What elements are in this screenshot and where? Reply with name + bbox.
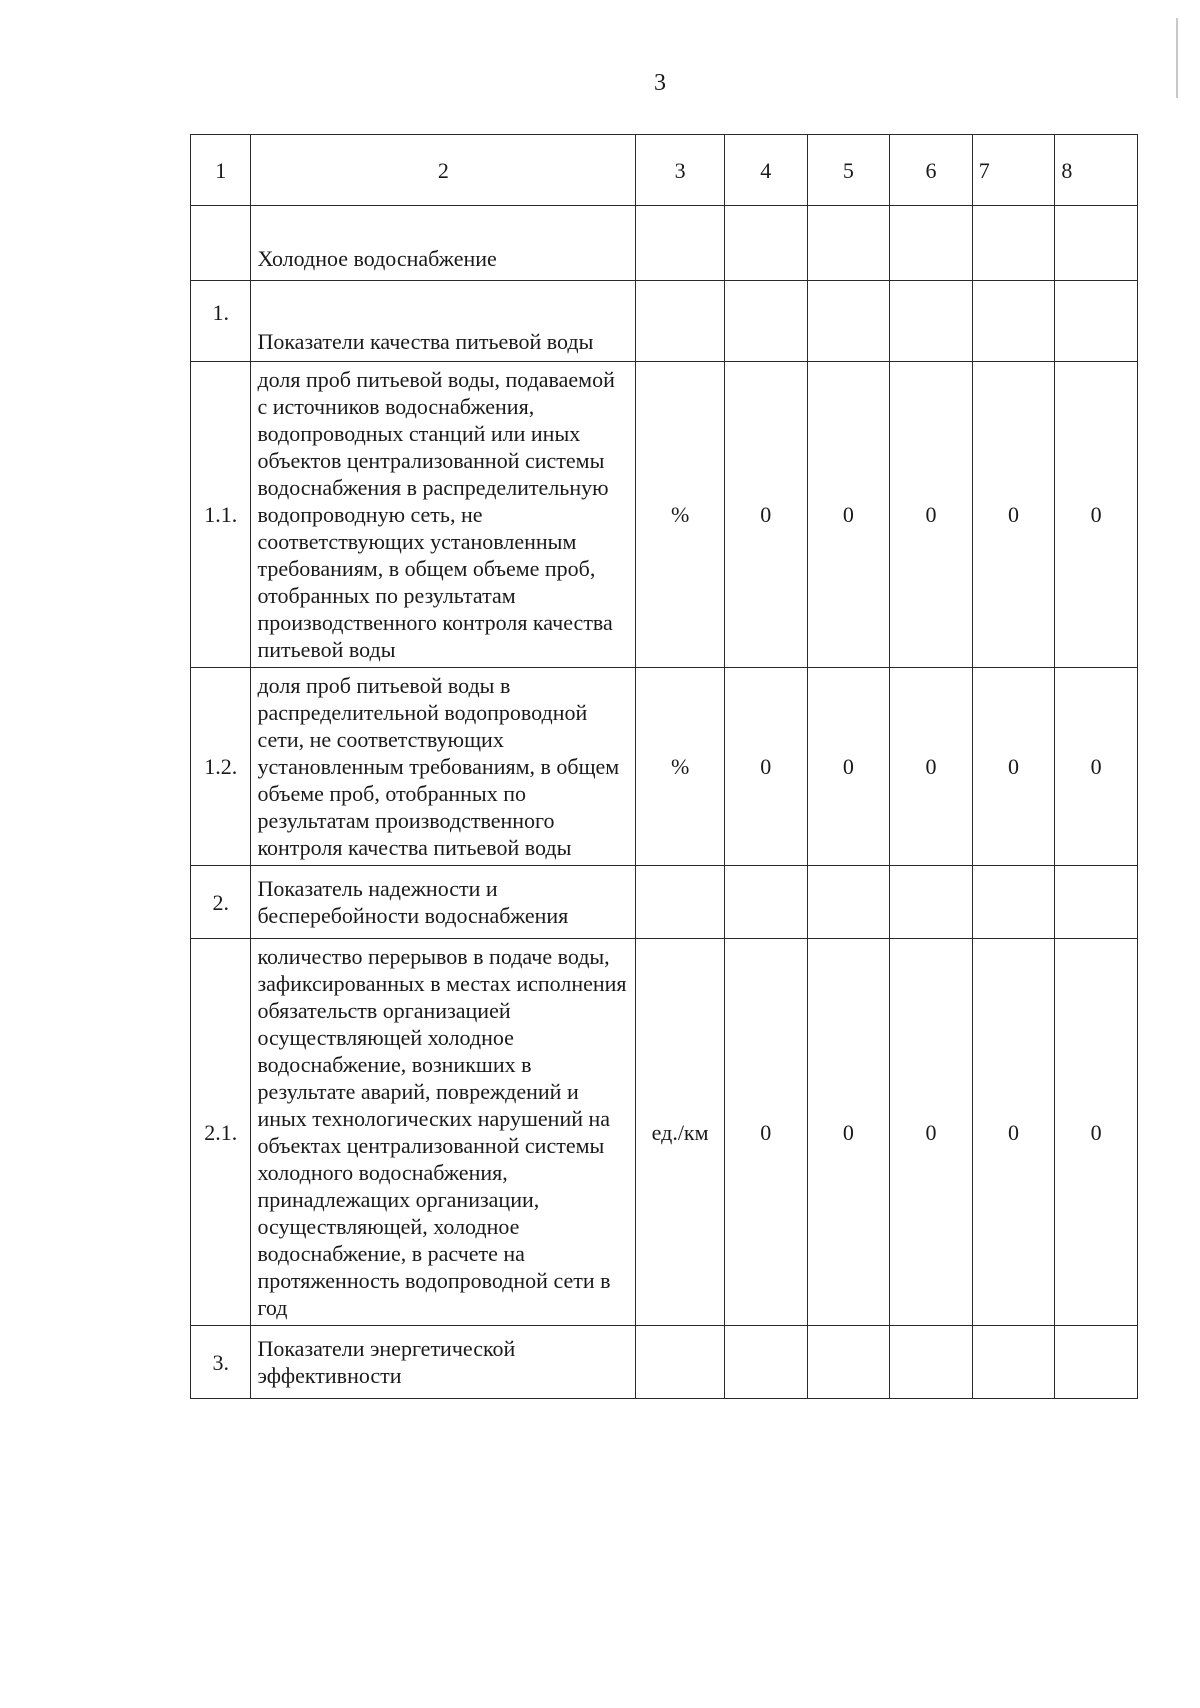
row-unit — [636, 866, 725, 939]
row-value: 0 — [972, 362, 1055, 668]
scan-edge-mark — [1176, 18, 1178, 98]
row-unit: % — [636, 668, 725, 866]
row-number: 2. — [191, 866, 251, 939]
row-value — [890, 1326, 973, 1399]
page-number: 3 — [654, 70, 666, 96]
header-cell: 7 — [972, 135, 1055, 206]
row-text: Показатели качества питьевой воды — [251, 281, 636, 362]
table-row — [191, 668, 1138, 866]
row-text: Показатель надежности и бесперебойности водоснабжения — [251, 866, 636, 939]
row-value — [972, 866, 1055, 939]
row-value: 0 — [890, 362, 973, 668]
row-value — [807, 281, 890, 362]
empty-cell — [972, 206, 1055, 281]
table-row — [191, 866, 1138, 939]
row-value — [1055, 866, 1138, 939]
row-value — [972, 281, 1055, 362]
row-value — [724, 281, 807, 362]
row-value — [972, 1326, 1055, 1399]
section-title: Холодное водоснабжение — [251, 206, 636, 281]
table-header-row — [191, 135, 1138, 206]
header-cell: 6 — [890, 135, 973, 206]
row-unit: ед./км — [636, 939, 725, 1326]
row-value — [724, 866, 807, 939]
row-unit — [636, 281, 725, 362]
row-text: количество перерывов в подаче воды, зафиксированных в местах исполнения обязательств организацией осуществляющей холодное водоснабжение, возникших в результате аварий, повреждений и иных технологических нарушений на объектах централизованной системы холодного водоснабжения, принадлежащих организации, осуществляющей, холодное водоснабжение, в расчете на протяженность водопроводной сети в год — [251, 939, 636, 1326]
row-value: 0 — [724, 668, 807, 866]
empty-cell — [724, 206, 807, 281]
row-value: 0 — [724, 362, 807, 668]
row-text: доля проб питьевой воды в распределительной водопроводной сети, не соответствующих установленным требованиям, в общем объеме проб, отобранных по результатам производственного контроля качества питьевой воды — [251, 668, 636, 866]
section-row — [191, 206, 1138, 281]
row-value: 0 — [807, 668, 890, 866]
row-text: доля проб питьевой воды, подаваемой с источников водоснабжения, водопроводных станций или иных объектов централизованной системы водоснабжения в распределительную водопроводную сеть, не соответствующих установленным требованиям, в общем объеме проб, отобранных по результатам производственного контроля качества питьевой воды — [251, 362, 636, 668]
row-text: Показатели энергетической эффективности — [251, 1326, 636, 1399]
empty-cell — [890, 206, 973, 281]
header-cell: 8 — [1055, 135, 1138, 206]
header-cell: 3 — [636, 135, 725, 206]
row-number: 2.1. — [191, 939, 251, 1326]
row-value: 0 — [1055, 362, 1138, 668]
row-unit: % — [636, 362, 725, 668]
row-value: 0 — [1055, 939, 1138, 1326]
row-number: 3. — [191, 1326, 251, 1399]
indicators-table — [190, 134, 1138, 1399]
table-row — [191, 281, 1138, 362]
header-cell: 1 — [191, 135, 251, 206]
row-value — [807, 1326, 890, 1399]
row-value: 0 — [807, 939, 890, 1326]
row-value — [1055, 1326, 1138, 1399]
table-row — [191, 1326, 1138, 1399]
header-cell: 5 — [807, 135, 890, 206]
row-value: 0 — [807, 362, 890, 668]
table-row — [191, 362, 1138, 668]
empty-cell — [1055, 206, 1138, 281]
row-value — [1055, 281, 1138, 362]
empty-cell — [807, 206, 890, 281]
row-unit — [636, 1326, 725, 1399]
row-value: 0 — [890, 668, 973, 866]
empty-cell — [191, 206, 251, 281]
row-value: 0 — [1055, 668, 1138, 866]
row-value — [724, 1326, 807, 1399]
row-number: 1.2. — [191, 668, 251, 866]
row-value: 0 — [972, 939, 1055, 1326]
table-row — [191, 939, 1138, 1326]
header-cell: 2 — [251, 135, 636, 206]
row-value: 0 — [972, 668, 1055, 866]
row-number: 1. — [191, 281, 251, 362]
empty-cell — [636, 206, 725, 281]
row-value — [890, 281, 973, 362]
row-number: 1.1. — [191, 362, 251, 668]
row-value: 0 — [890, 939, 973, 1326]
header-cell: 4 — [724, 135, 807, 206]
row-value — [890, 866, 973, 939]
row-value — [807, 866, 890, 939]
row-value: 0 — [724, 939, 807, 1326]
